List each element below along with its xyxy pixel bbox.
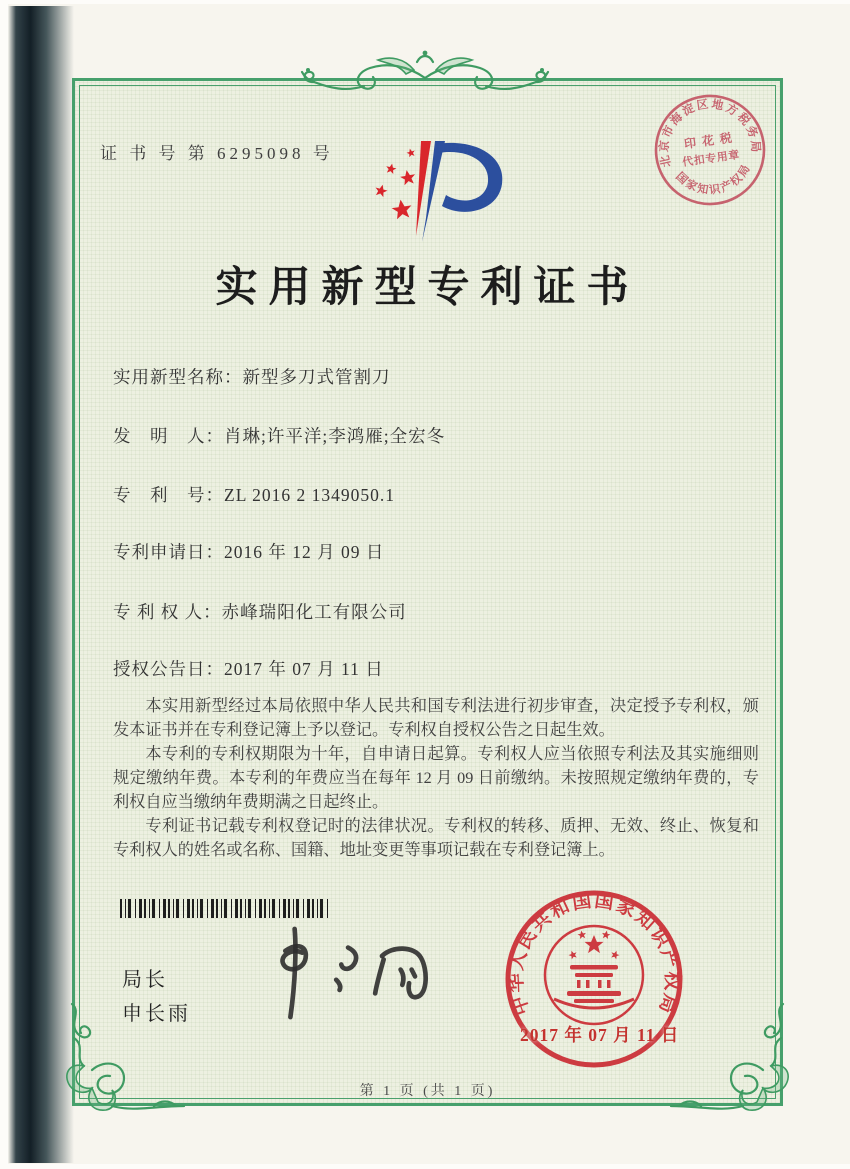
office-seal-arc-text: 中华人民共和国国家知识产权局 <box>505 890 683 1018</box>
tax-stamp-center-line1: 印 花 税 <box>683 130 735 152</box>
book-spine-shadow <box>8 6 74 1163</box>
field-row-inventors <box>113 423 753 448</box>
field-row-patent-number <box>113 482 753 507</box>
field-value: 赤峰瑞阳化工有限公司 <box>221 602 407 622</box>
field-label: 授权公告日： <box>113 659 224 679</box>
corner-flourish-bottom-right-icon <box>667 1000 797 1130</box>
field-value: 肖琳;许平洋;李鸿雁;全宏冬 <box>224 426 446 446</box>
field-label: 发 明 人： <box>113 426 224 446</box>
svg-text:中华人民共和国国家知识产权局 <box>504 889 685 1018</box>
cnipa-logo-icon <box>338 136 524 250</box>
field-label: 实用新型名称： <box>113 367 243 387</box>
field-row-filing-date <box>113 539 753 564</box>
barcode-icon <box>120 899 328 918</box>
top-flourish-ornament-icon <box>296 46 554 108</box>
field-label: 专 利 号： <box>113 485 224 505</box>
legal-paragraph: 专利证书记载专利权登记时的法律状况。专利权的转移、质押、无效、终止、恢复和专利权人的姓名或名称、国籍、地址变更等事项记载在专利登记簿上。 <box>113 817 759 859</box>
handwritten-signature-icon <box>248 922 443 1024</box>
certificate-number: 证 书 号 第 6295098 号 <box>100 144 334 163</box>
commissioner-title: 局长 <box>122 969 168 991</box>
legal-paragraph: 本实用新型经过本局依照中华人民共和国专利法进行初步审查，决定授予专利权，颁发本证书并在专利登记簿上予以登记。专利权自授权公告之日起生效。 <box>113 697 759 739</box>
legal-paragraph: 本专利的专利权期限为十年，自申请日起算。专利权人应当依照专利法及其实施细则规定缴纳年费。本专利的年费应当在每年 12 月 09 日前缴纳。未按照规定缴纳年费的，专利权自应当缴纳年费期满之日起终止。 <box>113 745 759 811</box>
seal-date: 2017 年 07 月 11 日 <box>520 1025 680 1045</box>
field-label: 专利申请日： <box>113 542 224 562</box>
field-value: ZL 2016 2 1349050.1 <box>224 485 395 505</box>
national-emblem-icon <box>545 926 643 1024</box>
tax-stamp-center-line2: 代扣专用章 <box>681 148 741 169</box>
tax-stamp-arc-top-text: 北京市海淀区地方税务局 <box>657 97 763 169</box>
legal-text-block <box>113 694 759 862</box>
field-value: 新型多刀式管割刀 <box>242 367 391 387</box>
commissioner-name: 申长雨 <box>122 1003 191 1025</box>
page-number-footer: 第 1 页 (共 1 页) <box>359 1084 496 1099</box>
tax-stamp-seal <box>642 82 778 218</box>
tax-stamp-arc-bottom-text: 国家知识产权局 <box>673 161 754 197</box>
field-row-patentee <box>113 599 753 624</box>
field-label: 专 利 权 人： <box>113 602 222 622</box>
field-row-grant-date <box>113 656 753 681</box>
field-value: 2017 年 07 月 11 日 <box>224 659 384 679</box>
certificate-title: 实用新型专利证书 <box>215 265 640 311</box>
field-row-utility-model-name <box>113 364 753 389</box>
field-value: 2016 年 12 月 09 日 <box>224 542 385 562</box>
